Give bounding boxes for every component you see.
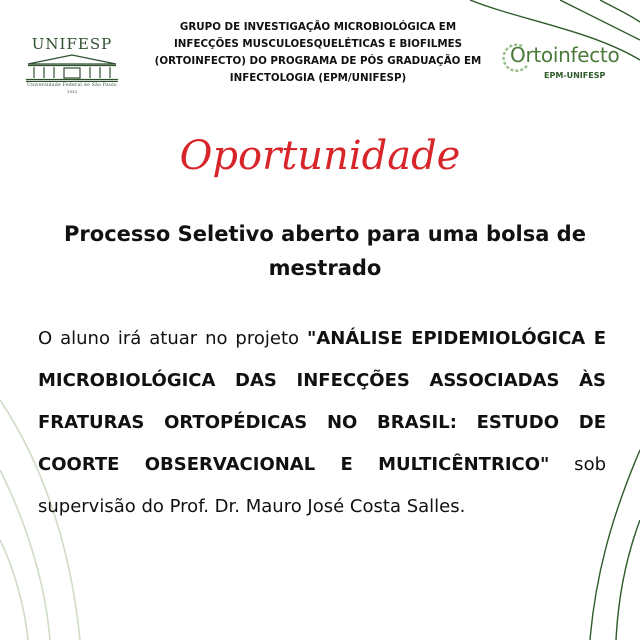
header-line: GRUPO DE INVESTIGAÇÃO MICROBIOLÓGICA EM — [179, 21, 457, 33]
ortoinfecto-logo-subtext: EPM-UNIFESP — [544, 71, 606, 80]
header-title — [128, 19, 508, 87]
header-line: INFECTOLOGIA (EPM/UNIFESP) — [229, 72, 407, 84]
header-line: (ORTOINFECTO) DO PROGRAMA DE PÓS GRADUAÇÃO EM — [154, 55, 482, 67]
building-icon — [26, 54, 118, 82]
ortoinfecto-logo — [500, 40, 628, 90]
body-intro: O aluno irá atuar no projeto — [38, 328, 307, 349]
unifesp-logo-subtext: Universidade Federal de São Paulo — [27, 83, 117, 88]
header-line: INFECÇÕES MUSCULOESQUELÉTICAS E BIOFILMES — [173, 38, 463, 50]
unifesp-logo-year: 1933 — [66, 89, 78, 94]
page-title: Oportunidade — [179, 133, 461, 179]
project-name: "ANÁLISE EPIDEMIOLÓGICA E MICROBIOLÓGICA DAS INFECÇÕES ASSOCIADAS ÀS FRATURAS ORTOPÉDICAS NO BRASIL: ESTUDO DE COORTE OBSERVACIONAL E MULTICÊNTRICO" — [38, 328, 606, 475]
body-outro: sob supervisão do Prof. Dr. Mauro José Costa Salles. — [38, 454, 607, 517]
unifesp-logo — [18, 36, 126, 94]
body-paragraph — [38, 318, 606, 528]
subtitle: Processo Seletivo aberto para uma bolsa de mestrado — [64, 222, 586, 280]
unifesp-logo-text: UNIFESP — [31, 35, 113, 53]
ortoinfecto-logo-text: Ortoinfecto — [510, 43, 620, 67]
